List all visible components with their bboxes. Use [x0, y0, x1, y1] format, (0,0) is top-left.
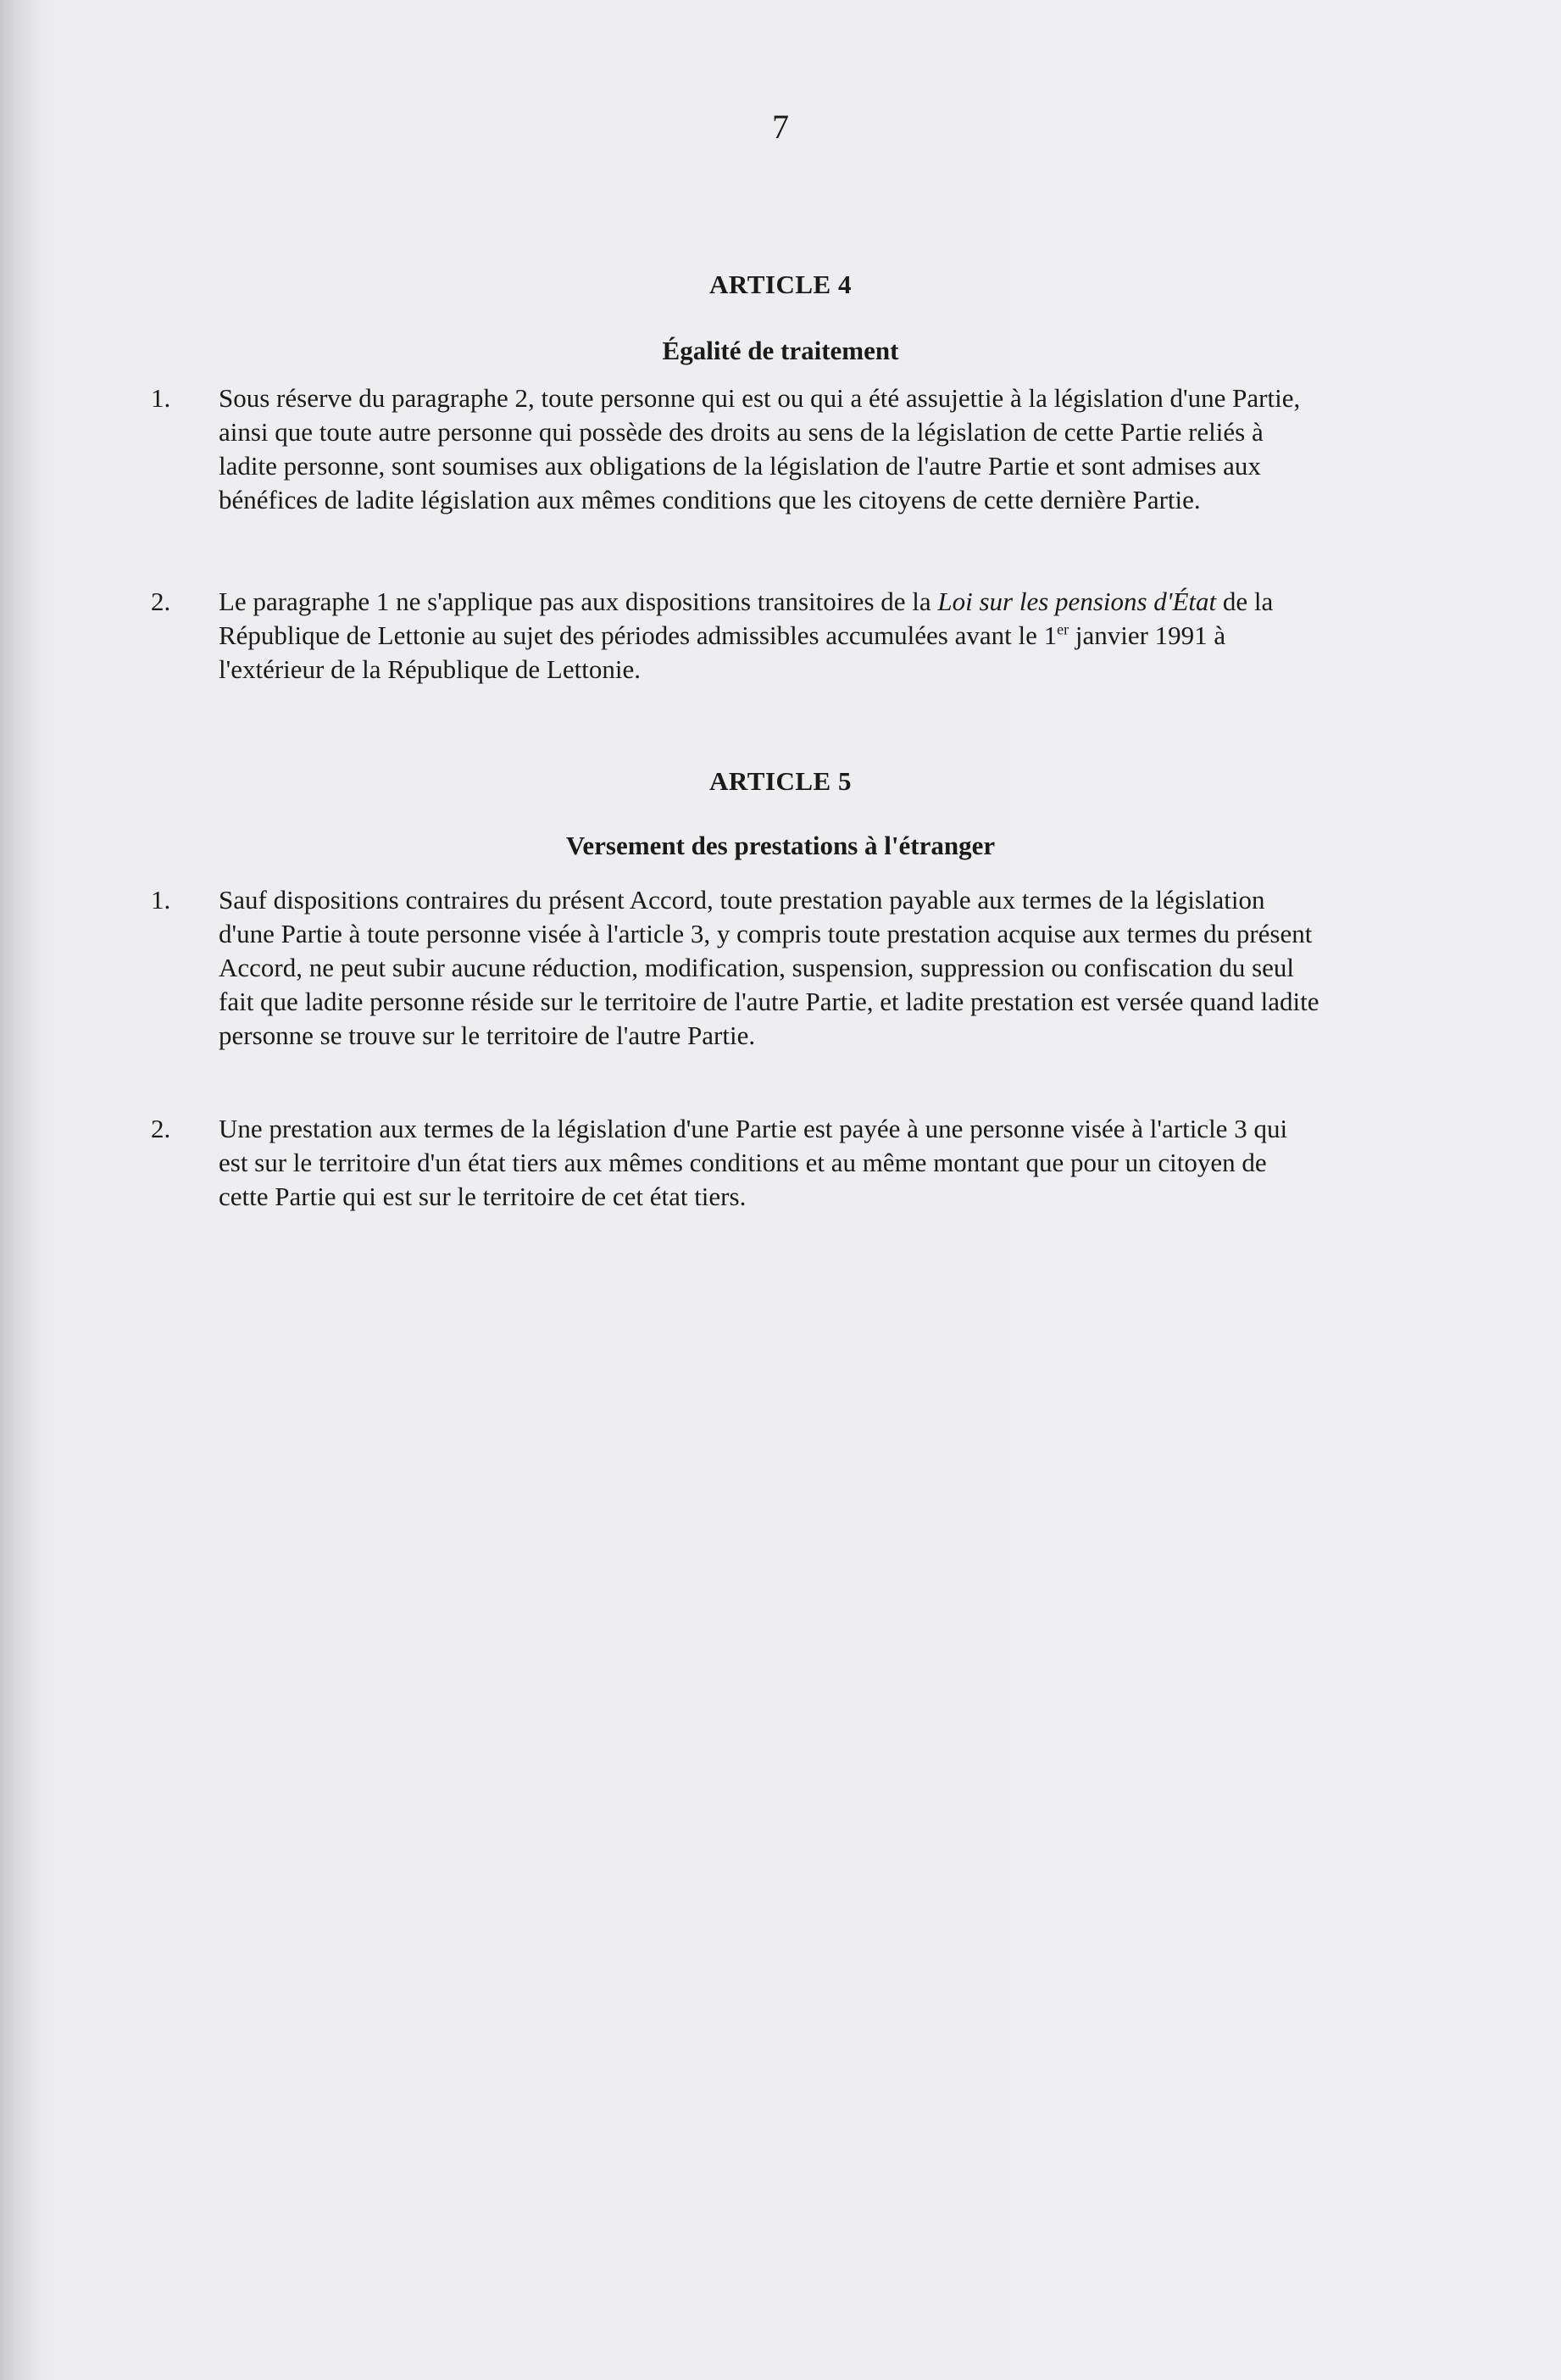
paragraph-text: Une prestation aux termes de la législation d'une Partie est payée à une personne visée à l'article 3 qui est sur le territoire d'un état tiers aux mêmes conditions et au même montant que pour un citoyen de cette Partie qui est sur le territoire de cet état tiers. — [219, 1114, 1288, 1211]
ordinal-superscript: er — [1057, 620, 1069, 638]
paragraph-text: Sous réserve du paragraphe 2, toute personne qui est ou qui a été assujettie à la législation d'une Partie, ainsi que toute autre personne qui possède des droits au sens de la législation de cette Partie reliés à ladite personne, sont soumises aux obligations de la législation de l'autre Partie et sont admises aux bénéfices de ladite législation aux mêmes conditions que les citoyens de cette dernière Partie. — [219, 383, 1301, 514]
article-5-paragraph-1 — [151, 883, 1320, 1053]
paragraph-text-part: de la République de Lettonie au sujet des périodes admissibles accumulées avant le 1 — [219, 587, 1274, 650]
paragraph-number: 1. — [151, 885, 171, 915]
article-5-heading: ARTICLE 5 — [709, 766, 852, 796]
article-4-paragraph-1 — [151, 381, 1320, 517]
article-5-title: Versement des prestations à l'étranger — [565, 831, 996, 860]
page-number: 7 — [772, 108, 789, 146]
paragraph-text-part: janvier 1991 à l'extérieur de la République de Lettonie. — [219, 620, 1226, 684]
paragraph-number: 2. — [151, 587, 171, 616]
paragraph-number: 2. — [151, 1114, 171, 1143]
law-title: Loi sur les pensions d'État — [937, 587, 1217, 616]
paragraph-number: 1. — [151, 383, 171, 413]
article-4-heading: ARTICLE 4 — [709, 270, 852, 299]
paragraph-text — [219, 585, 1320, 687]
article-4-paragraph-2 — [151, 585, 1320, 687]
article-5-paragraph-2 — [151, 1112, 1320, 1214]
paragraph-text: Sauf dispositions contraires du présent Accord, toute prestation payable aux termes de la législation d'une Partie à toute personne visée à l'article 3, y compris toute prestation acquise aux termes du présent Accord, ne peut subir aucune réduction, modification, suspension, suppression ou confiscation du seul fait que ladite personne réside sur le territoire de l'autre Partie, et ladite prestation est versée quand ladite personne se trouve sur le territoire de l'autre Partie. — [219, 885, 1319, 1050]
article-4-title: Égalité de traitement — [662, 336, 899, 365]
paragraph-text-part: Le paragraphe 1 ne s'applique pas aux dispositions transitoires de la — [219, 587, 938, 616]
